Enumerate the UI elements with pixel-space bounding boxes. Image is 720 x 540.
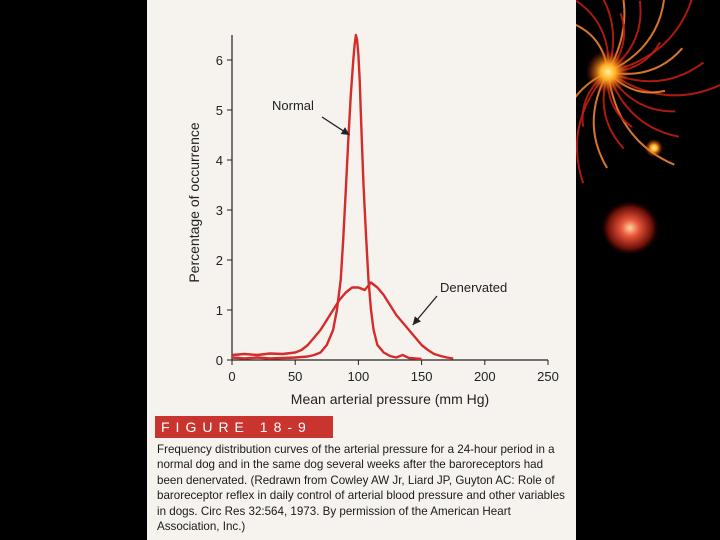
radiating-filaments-icon [576, 0, 720, 183]
y-tick-label: 3 [215, 203, 223, 218]
y-axis-title: Percentage of occurrence [186, 122, 202, 283]
y-tick-label: 0 [215, 353, 223, 368]
series-denervated-line [232, 283, 453, 359]
glowing-orb-icon [600, 200, 660, 256]
y-tick-label: 4 [215, 153, 223, 168]
figure-banner [155, 416, 335, 438]
y-tick-label: 6 [215, 53, 223, 68]
y-tick-label: 2 [215, 253, 223, 268]
x-tick-label: 200 [473, 369, 496, 384]
x-tick-label: 250 [537, 369, 559, 384]
x-tick-label: 150 [410, 369, 433, 384]
figure-caption: Frequency distribution curves of the arterial pressure for a 24-hour period in a normal dog and in the same dog several weeks after the baroreceptors had been denervated. (Redrawn from Cowley AW Jr, Liard JP, Guyton AC: Role of baroreceptor reflex in daily control of arterial blood pressure and other variables in dogs. Circ Res 32:564, 1973. By permission of the American Heart Association, Inc.) [157, 443, 565, 534]
x-tick-label: 0 [228, 369, 236, 384]
y-tick-label: 1 [215, 303, 223, 318]
y-tick-label: 5 [215, 103, 223, 118]
figure-label: FIGURE 18-9 [161, 419, 312, 435]
annotation-denervated: Denervated [440, 280, 508, 295]
textbook-page [147, 0, 576, 540]
annotation-normal: Normal [272, 98, 314, 113]
decorative-sidebar [576, 0, 720, 540]
x-tick-label: 50 [287, 369, 303, 384]
x-tick-label: 100 [347, 369, 370, 384]
chart [147, 0, 576, 410]
x-axis-title: Mean arterial pressure (mm Hg) [290, 391, 490, 407]
